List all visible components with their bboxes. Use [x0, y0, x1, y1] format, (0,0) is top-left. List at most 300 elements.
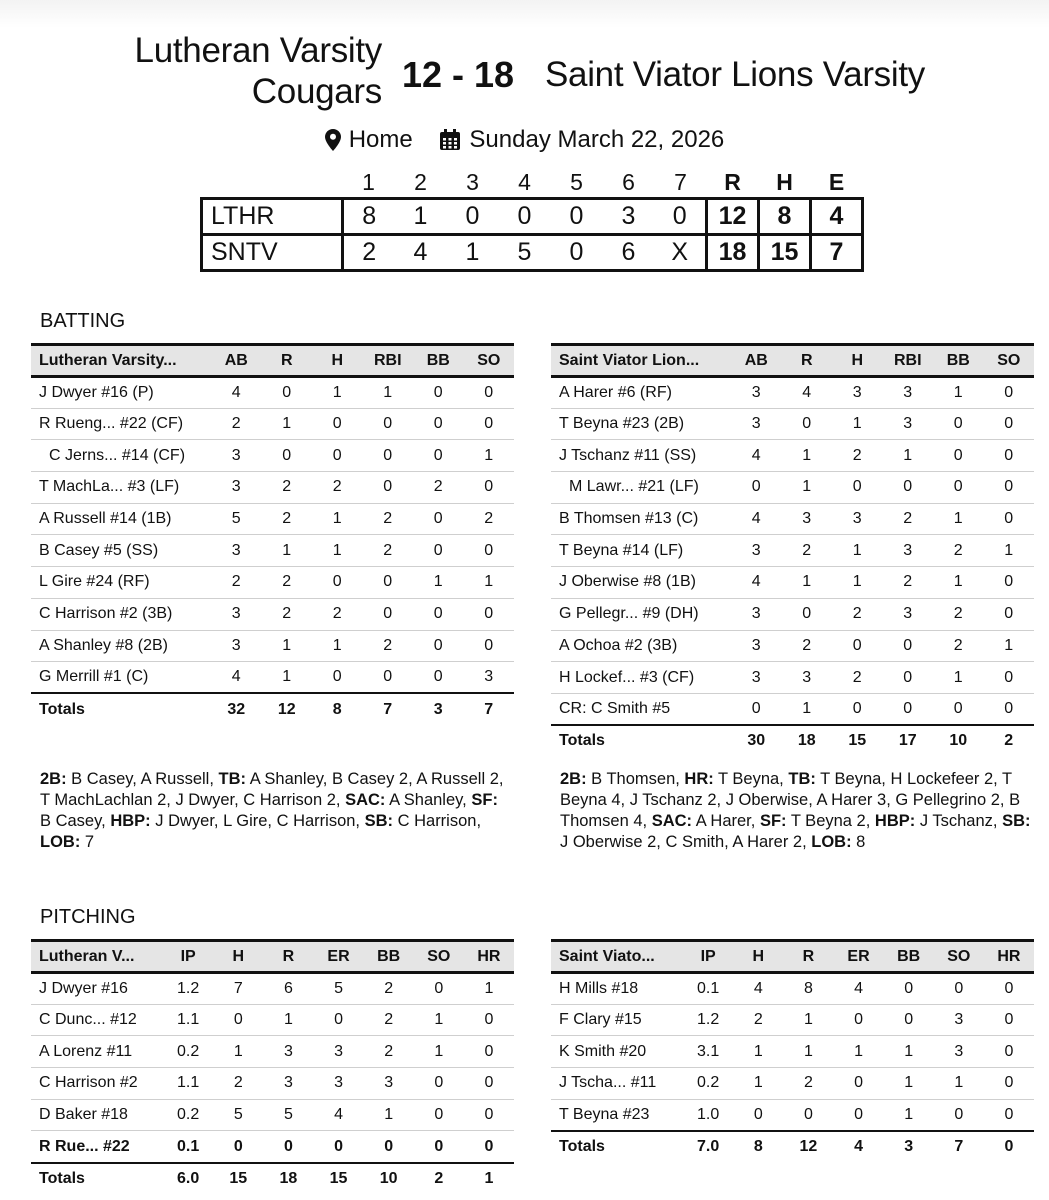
total-e: 4 — [811, 198, 863, 234]
home-pitching-totals-row — [31, 1163, 514, 1195]
away-batting-total-stat: 30 — [731, 725, 782, 757]
away-batting-row — [551, 693, 1034, 725]
home-batting-row — [31, 598, 514, 630]
line-score-row — [202, 198, 863, 234]
home-batting-stat: 0 — [413, 535, 464, 567]
away-batting-stat: 0 — [883, 693, 934, 725]
home-pitching-stat: 0 — [414, 1099, 464, 1131]
home-pitching-stat: 0 — [213, 1004, 263, 1036]
home-batting-stat: 0 — [413, 377, 464, 409]
away-pitching-player-name: K Smith #20 — [551, 1036, 683, 1068]
away-batting-stat: 0 — [984, 440, 1035, 472]
away-pitching-table — [551, 939, 1034, 1163]
home-batting-stat: 2 — [363, 535, 414, 567]
note-key: HBP: — [110, 812, 151, 830]
away-batting-total-stat: 15 — [832, 725, 883, 757]
home-batting-stat: 0 — [363, 598, 414, 630]
away-pitching-stat: 0 — [833, 1099, 883, 1131]
away-batting-row — [551, 535, 1034, 567]
home-batting-stat: 3 — [464, 662, 515, 694]
away-batting-stat: 0 — [984, 472, 1035, 504]
home-batting-stat: 2 — [363, 630, 414, 662]
home-batting-row — [31, 408, 514, 440]
away-pitching-stat: 4 — [833, 973, 883, 1005]
away-batting-total-stat: 18 — [782, 725, 833, 757]
home-batting-stat: 2 — [312, 598, 363, 630]
home-pitching-row — [31, 1068, 514, 1100]
away-batting-totals-row — [551, 725, 1034, 757]
home-pitching-stat: 0 — [364, 1131, 414, 1163]
inning-header: 5 — [570, 168, 583, 195]
away-pitching-total-stat: 3 — [884, 1131, 934, 1163]
home-batting-stat: 4 — [211, 662, 262, 694]
away-batting-stat: 3 — [731, 377, 782, 409]
home-batting-stat: 2 — [211, 408, 262, 440]
note-value: A Shanley, B Casey 2, A Russell 2, T MachLachlan 2, J Dwyer, C Harrison 2, — [40, 770, 504, 809]
home-batting-stat: 2 — [211, 567, 262, 599]
inning-runs: X — [655, 234, 707, 270]
home-batting-stat: 0 — [464, 377, 515, 409]
away-batting-player-name: J Oberwise #8 (1B) — [551, 567, 731, 599]
team-header-blank — [202, 168, 343, 198]
home-batting-player-name: A Shanley #8 (2B) — [31, 630, 211, 662]
home-pitching-stat: 1 — [364, 1099, 414, 1131]
home-batting-stat: 3 — [211, 535, 262, 567]
home-batting-total-stat: 7 — [363, 693, 414, 725]
inning-runs: 0 — [465, 201, 480, 230]
away-batting-row — [551, 472, 1034, 504]
home-pitching-stat: 7 — [213, 973, 263, 1005]
home-batting-total-stat: 8 — [312, 693, 363, 725]
away-batting-column-header: RBI — [883, 345, 934, 377]
inning-header: 1 — [362, 168, 375, 195]
away-batting-stat: 0 — [731, 472, 782, 504]
away-pitching-stat: 1.2 — [683, 1004, 733, 1036]
home-batting-player-name: C Jerns... #14 (CF) — [31, 440, 211, 472]
home-batting-notes — [40, 769, 510, 853]
home-batting-team-header: Lutheran Varsity... — [31, 345, 211, 377]
home-batting-stat: 0 — [262, 377, 313, 409]
away-batting-stat: 0 — [984, 377, 1035, 409]
home-pitching-stat: 0 — [213, 1131, 263, 1163]
total-h: 8 — [759, 198, 811, 234]
away-pitching-total-stat: 0 — [984, 1131, 1034, 1163]
away-batting-stat: 0 — [984, 503, 1035, 535]
note-key: TB: — [218, 770, 247, 788]
home-pitching-stat: 0.1 — [163, 1131, 213, 1163]
home-pitching-team-header: Lutheran V... — [31, 941, 163, 973]
home-pitching-total-stat: 15 — [313, 1163, 363, 1195]
away-batting-stat: 1 — [933, 377, 984, 409]
map-pin-icon — [325, 129, 341, 151]
note-value: 7 — [80, 833, 95, 851]
location — [325, 125, 413, 155]
away-batting-stat: 1 — [832, 408, 883, 440]
away-batting-stat: 0 — [984, 408, 1035, 440]
note-key: HBP: — [874, 812, 916, 830]
home-pitching-stat: 1 — [414, 1036, 464, 1068]
home-batting-stat: 0 — [363, 408, 414, 440]
home-batting-player-name: J Dwyer #16 (P) — [31, 377, 211, 409]
away-batting-player-name: A Ochoa #2 (3B) — [551, 630, 731, 662]
note-key: 2B: — [560, 770, 587, 788]
away-batting-player-name: H Lockef... #3 (CF) — [551, 662, 731, 694]
away-batting-stat: 0 — [731, 693, 782, 725]
home-batting-column-header: RBI — [363, 345, 414, 377]
away-batting-stat: 2 — [933, 598, 984, 630]
home-batting-player-name: C Harrison #2 (3B) — [31, 598, 211, 630]
away-batting-stat: 3 — [832, 503, 883, 535]
away-batting-stat: 0 — [933, 440, 984, 472]
home-batting-column-header: SO — [464, 345, 515, 377]
note-value: T Beyna, H Lockefeer 2, T Beyna 4, J Tschanz 2, J Oberwise, A Harer 3, G Pellegrino 2, B Thomsen 4, — [560, 770, 1021, 830]
away-batting-player-name: G Pellegr... #9 (DH) — [551, 598, 731, 630]
home-batting-column-header: BB — [413, 345, 464, 377]
away-batting-row — [551, 598, 1034, 630]
home-batting-stat: 0 — [312, 662, 363, 694]
away-batting-row — [551, 503, 1034, 535]
note-value: B Thomsen, — [586, 770, 685, 788]
home-pitching-stat: 5 — [263, 1099, 313, 1131]
home-pitching-row — [31, 1036, 514, 1068]
home-batting-stat: 3 — [211, 598, 262, 630]
home-batting-player-name: R Rueng... #22 (CF) — [31, 408, 211, 440]
away-batting-stat: 2 — [883, 567, 934, 599]
inning-runs: 8 — [362, 201, 377, 230]
inning-runs: 0 — [569, 237, 584, 266]
away-batting-column-header: H — [832, 345, 883, 377]
away-batting-team-header: Saint Viator Lion... — [551, 345, 731, 377]
home-pitching-stat: 0 — [414, 1068, 464, 1100]
home-batting-row — [31, 472, 514, 504]
inning-runs: 2 — [362, 237, 377, 266]
home-pitching-stat: 0 — [464, 1068, 514, 1100]
away-batting-stat: 4 — [731, 567, 782, 599]
home-pitching-stat: 0 — [464, 1131, 514, 1163]
home-batting-stat: 0 — [363, 567, 414, 599]
home-pitching-column-header: R — [263, 941, 313, 973]
away-pitching-stat: 1 — [783, 1004, 833, 1036]
home-pitching-stat: 3 — [364, 1068, 414, 1100]
home-pitching-stat: 3 — [263, 1068, 313, 1100]
away-pitching-stat: 1 — [884, 1036, 934, 1068]
home-pitching-total-stat: 18 — [263, 1163, 313, 1195]
away-pitching-player-name: F Clary #15 — [551, 1004, 683, 1036]
away-batting-player-name: M Lawr... #21 (LF) — [551, 472, 731, 504]
away-batting-stat: 1 — [933, 567, 984, 599]
away-batting-stat: 0 — [933, 408, 984, 440]
home-pitching-player-name: D Baker #18 — [31, 1099, 163, 1131]
home-batting-totals-label: Totals — [31, 693, 211, 725]
home-pitching-stat: 0 — [464, 1099, 514, 1131]
away-pitching-stat: 1 — [884, 1068, 934, 1100]
home-pitching-stat: 5 — [313, 973, 363, 1005]
home-batting-stat: 1 — [312, 503, 363, 535]
away-batting-row — [551, 567, 1034, 599]
home-pitching-column-header: BB — [364, 941, 414, 973]
note-key: SB: — [1002, 812, 1031, 830]
home-batting-row — [31, 630, 514, 662]
away-batting-stat: 1 — [832, 535, 883, 567]
away-team-name: Saint Viator Lions Varsity — [545, 55, 925, 94]
away-pitching-stat: 0 — [984, 1004, 1034, 1036]
home-pitching-stat: 0 — [464, 1036, 514, 1068]
away-pitching-stat: 3.1 — [683, 1036, 733, 1068]
note-key: SB: — [364, 812, 394, 830]
away-pitching-stat: 0 — [984, 1068, 1034, 1100]
away-batting-stat: 1 — [933, 662, 984, 694]
home-pitching-stat: 1 — [414, 1004, 464, 1036]
note-value: 8 — [851, 833, 866, 851]
away-pitching-row — [551, 1099, 1034, 1131]
note-key: HR: — [684, 770, 714, 788]
note-key: SAC: — [651, 812, 693, 830]
home-batting-stat: 0 — [413, 503, 464, 535]
home-team-name: Lutheran Varsity Cougars — [134, 31, 382, 111]
line-score-table — [200, 168, 864, 272]
away-batting-header-row — [551, 345, 1034, 377]
home-batting-stat: 0 — [464, 535, 515, 567]
home-batting-stat: 0 — [413, 408, 464, 440]
away-pitching-stat: 0 — [984, 973, 1034, 1005]
away-pitching-stat: 0 — [733, 1099, 783, 1131]
note-key: SAC: — [345, 791, 386, 809]
away-batting-total-stat: 2 — [984, 725, 1035, 757]
away-batting-stat: 0 — [933, 693, 984, 725]
home-pitching-stat: 2 — [364, 1004, 414, 1036]
away-pitching-stat: 2 — [733, 1004, 783, 1036]
home-batting-stat: 2 — [363, 503, 414, 535]
game-meta — [0, 125, 1049, 159]
home-batting-stat: 2 — [312, 472, 363, 504]
top-fade — [0, 0, 1049, 28]
home-pitching-stat: 3 — [313, 1036, 363, 1068]
away-batting-stat: 2 — [883, 503, 934, 535]
away-pitching-row — [551, 1068, 1034, 1100]
away-pitching-stat: 1 — [884, 1099, 934, 1131]
home-pitching-total-stat: 6.0 — [163, 1163, 213, 1195]
home-batting-stat: 2 — [262, 472, 313, 504]
inning-runs: 0 — [517, 201, 532, 230]
home-pitching-stat: 1.1 — [163, 1068, 213, 1100]
note-key: SF: — [471, 791, 498, 809]
home-pitching-total-stat: 10 — [364, 1163, 414, 1195]
home-batting-player-name: B Casey #5 (SS) — [31, 535, 211, 567]
away-batting-stat: 1 — [984, 535, 1035, 567]
away-pitching-stat: 0 — [984, 1099, 1034, 1131]
home-pitching-stat: 2 — [213, 1068, 263, 1100]
home-pitching-totals-label: Totals — [31, 1163, 163, 1195]
away-batting-stat: 0 — [933, 472, 984, 504]
away-batting-stat: 2 — [782, 535, 833, 567]
final-score: 12 - 18 — [402, 54, 515, 95]
home-pitching-stat: 3 — [263, 1036, 313, 1068]
home-pitching-total-stat: 1 — [464, 1163, 514, 1195]
home-batting-stat: 2 — [464, 503, 515, 535]
away-batting-stat: 0 — [832, 693, 883, 725]
home-batting-stat: 2 — [262, 503, 313, 535]
home-pitching-row — [31, 1099, 514, 1131]
home-batting-stat: 0 — [363, 472, 414, 504]
away-batting-stat: 1 — [883, 440, 934, 472]
away-batting-stat: 0 — [984, 693, 1035, 725]
home-batting-stat: 0 — [464, 472, 515, 504]
away-pitching-total-stat: 8 — [733, 1131, 783, 1163]
away-batting-stat: 0 — [832, 472, 883, 504]
away-batting-row — [551, 408, 1034, 440]
home-batting-player-name: A Russell #14 (1B) — [31, 503, 211, 535]
home-batting-total-stat: 32 — [211, 693, 262, 725]
note-value: J Oberwise 2, C Smith, A Harer 2, — [560, 833, 812, 851]
inning-runs: 1 — [465, 237, 480, 266]
away-pitching-player-name: T Beyna #23 — [551, 1099, 683, 1131]
away-batting-stat: 4 — [731, 440, 782, 472]
home-pitching-stat: 4 — [313, 1099, 363, 1131]
home-pitching-stat: 5 — [213, 1099, 263, 1131]
away-pitching-row — [551, 973, 1034, 1005]
line-score-row — [202, 234, 863, 270]
away-batting-player-name: CR: C Smith #5 — [551, 693, 731, 725]
home-batting-header-row — [31, 345, 514, 377]
home-batting-row — [31, 662, 514, 694]
home-batting-stat: 0 — [413, 662, 464, 694]
away-batting-table — [551, 343, 1034, 757]
home-pitching-stat: 1.2 — [163, 973, 213, 1005]
home-pitching-total-stat: 2 — [414, 1163, 464, 1195]
home-pitching-stat: 1 — [263, 1004, 313, 1036]
note-value: A Shanley, — [385, 791, 472, 809]
home-batting-stat: 1 — [262, 662, 313, 694]
inning-runs: 4 — [413, 237, 428, 266]
location-label: Home — [348, 126, 413, 153]
away-batting-notes — [560, 769, 1040, 853]
home-batting-stat: 0 — [413, 440, 464, 472]
home-batting-stat: 1 — [262, 630, 313, 662]
home-batting-total-stat: 12 — [262, 693, 313, 725]
away-batting-stat: 3 — [731, 408, 782, 440]
away-batting-stat: 3 — [731, 630, 782, 662]
inning-runs: 1 — [413, 201, 428, 230]
note-value: B Casey, — [40, 812, 111, 830]
away-batting-stat: 3 — [883, 598, 934, 630]
away-pitching-totals-row — [551, 1131, 1034, 1163]
away-batting-stat: 2 — [832, 662, 883, 694]
home-pitching-column-header: SO — [414, 941, 464, 973]
away-pitching-stat: 4 — [733, 973, 783, 1005]
note-value: T Beyna, — [713, 770, 789, 788]
away-batting-stat: 2 — [782, 630, 833, 662]
home-pitching-column-header: HR — [464, 941, 514, 973]
home-batting-stat: 1 — [312, 535, 363, 567]
home-batting-row — [31, 535, 514, 567]
home-batting-stat: 3 — [211, 472, 262, 504]
away-batting-stat: 0 — [883, 630, 934, 662]
home-pitching-stat: 0 — [414, 973, 464, 1005]
away-batting-stat: 3 — [731, 598, 782, 630]
note-value: C Harrison, — [393, 812, 482, 830]
away-pitching-stat: 1 — [733, 1068, 783, 1100]
rhe-header: H — [776, 168, 793, 195]
home-batting-stat: 2 — [262, 567, 313, 599]
home-batting-column-header: R — [262, 345, 313, 377]
away-batting-stat: 2 — [832, 440, 883, 472]
away-batting-stat: 3 — [883, 535, 934, 567]
home-pitching-player-name: C Dunc... #12 — [31, 1004, 163, 1036]
away-batting-stat: 0 — [984, 598, 1035, 630]
away-batting-column-header: SO — [984, 345, 1035, 377]
note-value: T Beyna 2, — [786, 812, 875, 830]
away-pitching-player-name: H Mills #18 — [551, 973, 683, 1005]
home-batting-stat: 1 — [262, 535, 313, 567]
home-pitching-column-header: H — [213, 941, 263, 973]
away-pitching-player-name: J Tscha... #11 — [551, 1068, 683, 1100]
away-batting-row — [551, 630, 1034, 662]
away-pitching-stat: 1 — [733, 1036, 783, 1068]
away-pitching-stat: 1 — [934, 1068, 984, 1100]
home-batting-stat: 1 — [363, 377, 414, 409]
away-batting-column-header: R — [782, 345, 833, 377]
away-pitching-stat: 1 — [833, 1036, 883, 1068]
away-pitching-stat: 2 — [783, 1068, 833, 1100]
home-batting-stat: 1 — [262, 408, 313, 440]
away-pitching-stat: 3 — [934, 1004, 984, 1036]
team-abbr: LTHR — [202, 198, 343, 234]
home-batting-stat: 0 — [464, 598, 515, 630]
home-pitching-player-name: J Dwyer #16 — [31, 973, 163, 1005]
home-pitching-stat: 2 — [364, 1036, 414, 1068]
line-score-header-row — [202, 168, 863, 198]
away-batting-stat: 0 — [984, 567, 1035, 599]
away-pitching-team-header: Saint Viato... — [551, 941, 683, 973]
home-batting-stat: 0 — [363, 662, 414, 694]
home-batting-row — [31, 503, 514, 535]
inning-header: 2 — [414, 168, 427, 195]
note-value: J Dwyer, L Gire, C Harrison, — [150, 812, 365, 830]
total-r: 12 — [707, 198, 759, 234]
away-pitching-row — [551, 1004, 1034, 1036]
home-pitching-stat: 0 — [464, 1004, 514, 1036]
away-pitching-total-stat: 12 — [783, 1131, 833, 1163]
home-pitching-player-name: C Harrison #2 — [31, 1068, 163, 1100]
away-batting-stat: 0 — [883, 472, 934, 504]
away-batting-player-name: T Beyna #23 (2B) — [551, 408, 731, 440]
home-pitching-stat: 1 — [213, 1036, 263, 1068]
away-batting-stat: 1 — [832, 567, 883, 599]
away-pitching-stat: 0.2 — [683, 1068, 733, 1100]
home-pitching-player-name: R Rue... #22 — [31, 1131, 163, 1163]
away-batting-stat: 1 — [782, 693, 833, 725]
away-pitching-column-header: BB — [884, 941, 934, 973]
inning-runs: 5 — [517, 237, 532, 266]
total-e: 7 — [811, 234, 863, 270]
home-pitching-row — [31, 973, 514, 1005]
away-batting-stat: 3 — [782, 503, 833, 535]
away-batting-total-stat: 17 — [883, 725, 934, 757]
away-batting-row — [551, 440, 1034, 472]
away-batting-stat: 2 — [933, 535, 984, 567]
inning-runs: 3 — [621, 201, 636, 230]
away-pitching-stat: 0 — [934, 973, 984, 1005]
away-batting-player-name: J Tschanz #11 (SS) — [551, 440, 731, 472]
home-batting-total-stat: 3 — [413, 693, 464, 725]
home-pitching-row — [31, 1004, 514, 1036]
home-batting-player-name: T MachLa... #3 (LF) — [31, 472, 211, 504]
home-batting-stat: 0 — [464, 630, 515, 662]
away-batting-stat: 3 — [731, 535, 782, 567]
home-pitching-stat: 6 — [263, 973, 313, 1005]
home-batting-stat: 3 — [211, 440, 262, 472]
home-pitching-row — [31, 1131, 514, 1163]
